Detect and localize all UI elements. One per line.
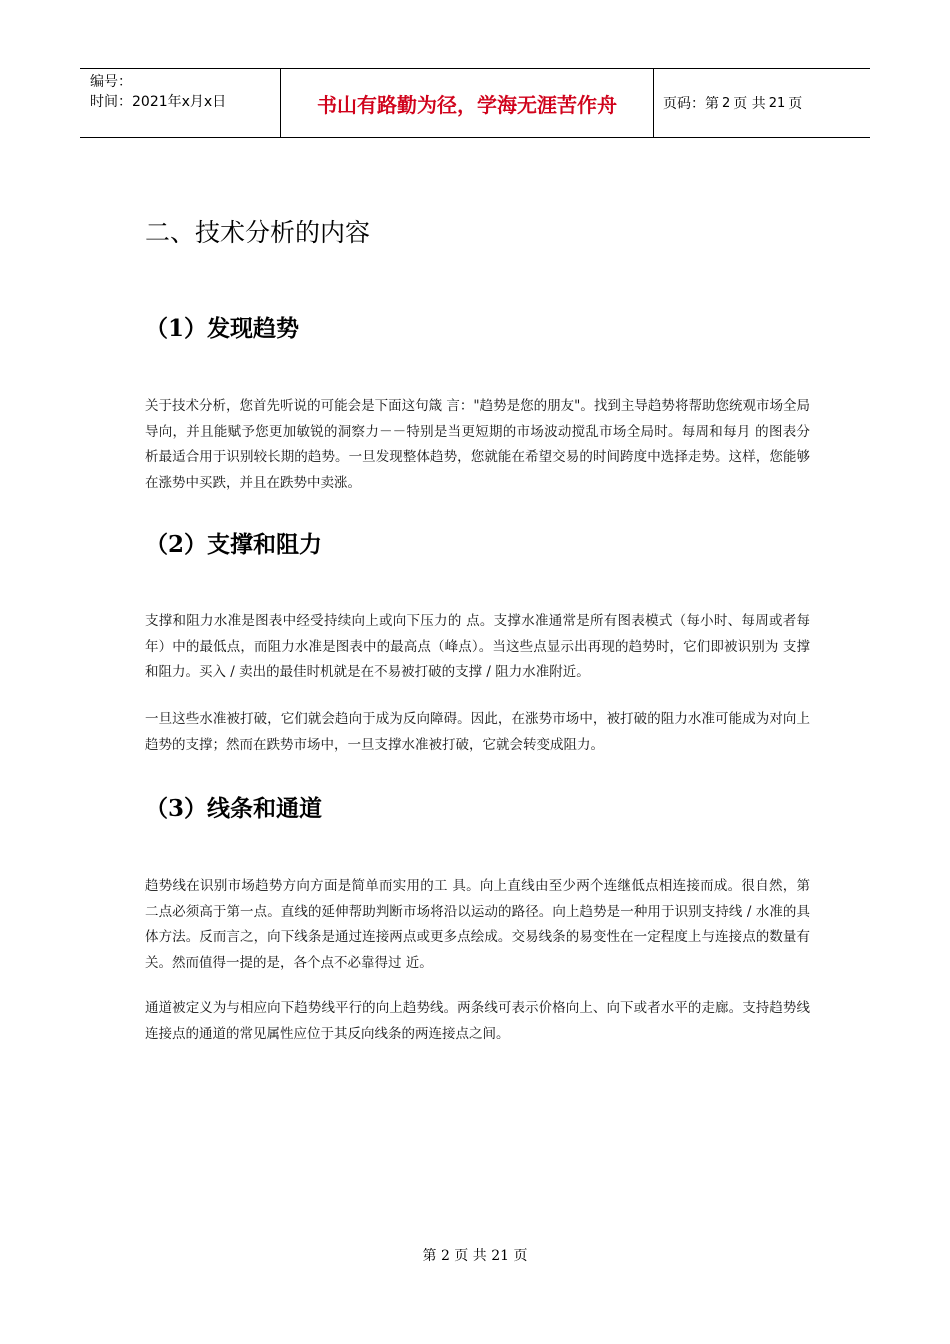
paragraph-support-resistance-1: 支撑和阻力水准是图表中经受持续向上或向下压力的 点。支撑水准通常是所有图表模式（每小时、每周或者每年）中的最低点，而阻力水准是图表中的最高点（峰点）。当这些点显示出再现的趋势时，它们即被识别为 支撑和阻力。买入 / 卖出的最佳时机就是在不易被打破的支撑 / 阻力水准附近。 — [145, 613, 810, 680]
header-meta — [80, 69, 281, 137]
main-title: 二、技术分析的内容 — [145, 218, 371, 247]
page-suffix: 页 — [788, 96, 803, 112]
page-header — [80, 68, 870, 138]
page-total: 21 — [768, 95, 786, 111]
paragraph-support-resistance-2: 一旦这些水准被打破，它们就会趋向于成为反向障碍。因此，在涨势市场中，被打破的阻力水准可能成为对向上趋势的支撑；然而在跌势市场中，一旦支撑水准被打破，它就会转变成阻力。 — [145, 711, 810, 753]
paragraph-trend: 关于技术分析，您首先听说的可能会是下面这句箴 言："趋势是您的朋友"。找到主导趋势将帮助您统观市场全局导向，并且能赋予您更加敏锐的洞察力－－特别是当更短期的市场波动搅乱市场全局时。每周和每月 的图表分析最适合用于识别较长期的趋势。一旦发现整体趋势，您就能在希望交易的时间跨度中选择走势。这样，您能够在涨势中买跌，并且在跌势中卖涨。 — [145, 398, 810, 491]
paragraph-lines-channels-1: 趋势线在识别市场趋势方向方面是简单而实用的工 具。向上直线由至少两个连继低点相连接而成。很自然，第二点必须高于第一点。直线的延伸帮助判断市场将沿以运动的路径。向上趋势是一种用于识别支持线 / 水准的具体方法。反而言之，向下线条是通过连接两点或更多点绘成。交易线条的易变性在一定程度上与连接点的数量有关。然而值得一提的是，各个点不必靠得过 近。 — [145, 878, 810, 971]
page-mid: 页 共 — [733, 96, 766, 112]
page-current: 2 — [722, 95, 731, 111]
page-prefix: 页码：第 — [663, 96, 719, 112]
paragraph-lines-channels-2: 通道被定义为与相应向下趋势线平行的向上趋势线。两条线可表示价格向上、向下或者水平的走廊。支持趋势线连接点的通道的常见属性应位于其反向线条的两连接点之间。 — [145, 1000, 810, 1042]
page-footer: 第 2 页 共 21 页 — [422, 1248, 528, 1264]
header-page-number — [654, 69, 870, 137]
document-time-label: 时间：2021年x月x日 — [90, 94, 227, 110]
header-motto: 书山有路勤为径，学海无涯苦作舟 — [281, 69, 654, 137]
section-title-trend: （1）发现趋势 — [145, 315, 300, 342]
section-title-lines-channels: （3）线条和通道 — [145, 795, 323, 822]
section-title-support-resistance: （2）支撑和阻力 — [145, 531, 323, 558]
document-number-label: 编号： — [90, 74, 132, 90]
